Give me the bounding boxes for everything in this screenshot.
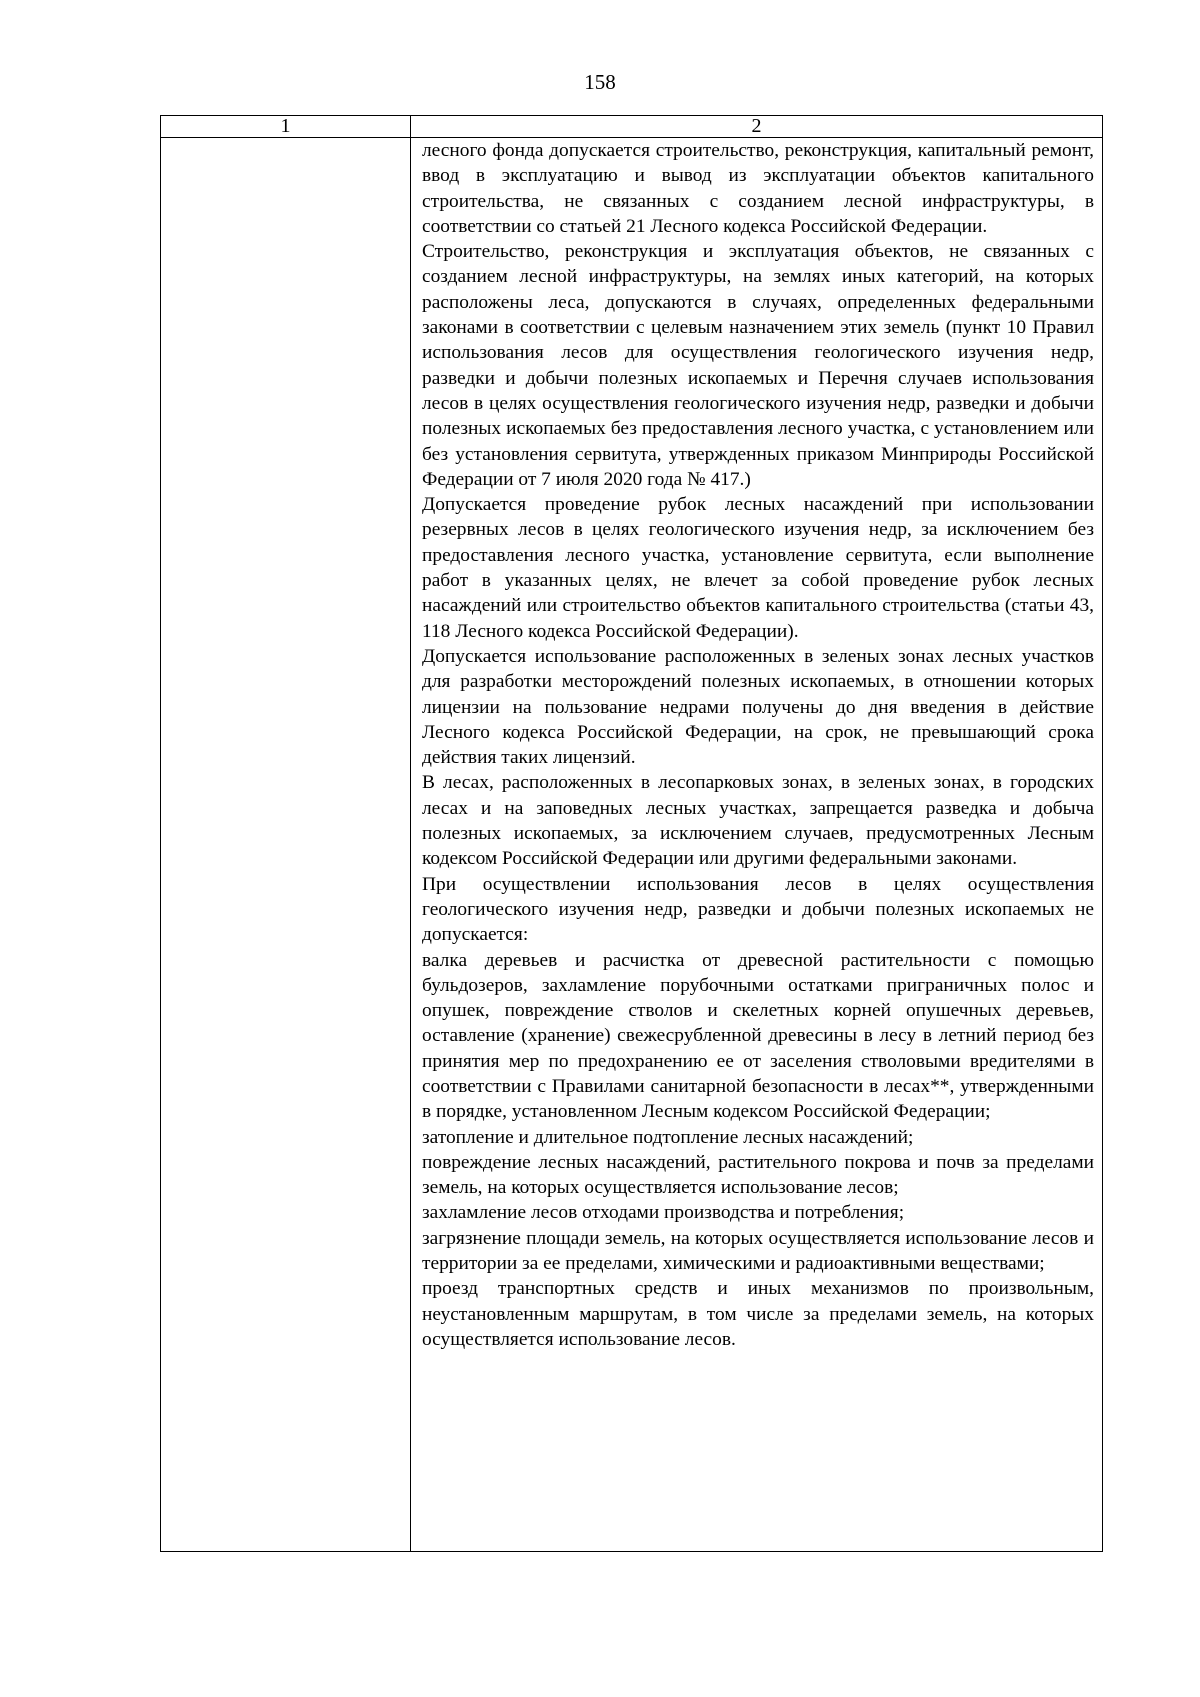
table-body-row xyxy=(161,138,1103,1552)
list-item: проезд транспортных средств и иных механизмов по произвольным, неустановленным маршрутам, в том числе за пределами земель, на которых осуществляется использование лесов. xyxy=(422,1278,1094,1350)
paragraph: При осуществлении использования лесов в целях осуществления геологического изучения недр, разведки и добычи полезных ископаемых не допускается: xyxy=(422,873,1094,946)
page-number: 158 xyxy=(584,70,616,94)
list-item: повреждение лесных насаждений, растительного покрова и почв за пределами земель, на которых осуществляется использование лесов; xyxy=(422,1151,1094,1199)
list-item: загрязнение площади земель, на которых осуществляется использование лесов и территории за ее пределами, химическими и радиоактивными веществами; xyxy=(422,1227,1094,1275)
paragraph: Допускается использование расположенных в зеленых зонах лесных участков для разработки месторождений полезных ископаемых, в отношении которых лицензии на пользование недрами получены до дня введения в действие Лесного кодекса Российской Федерации, на срок, не превышающий срока действия таких лицензий. xyxy=(422,645,1094,769)
paragraph: В лесах, расположенных в лесопарковых зонах, в зеленых зонах, в городских лесах и на заповедных лесных участках, запрещается разведка и добыча полезных ископаемых, за исключением случаев, предусмотренных Лесным кодексом Российской Федерации или другими федеральными законами. xyxy=(422,772,1094,870)
table-header-row xyxy=(161,116,1103,138)
paragraph: Строительство, реконструкция и эксплуатация объектов, не связанных с созданием лесной инфраструктуры, на землях иных категорий, на которых расположены леса, допускаются в случаях, определенных федеральными законами в соответствии с целевым назначением этих земель (пункт 10 Правил использования лесов для осуществления геологического изучения недр, разведки и добычи полезных ископаемых и Перечня случаев использования лесов в целях осуществления геологического изучения недр, разведки и добычи полезных ископаемых без предоставления лесного участка, с установлением или без установления сервитута, утвержденных приказом Минприроды Российской Федерации от 7 июля 2020 года № 417.) xyxy=(422,241,1094,490)
paragraph: лесного фонда допускается строительство, реконструкция, капитальный ремонт, ввод в эксплуатацию и вывод из эксплуатации объектов капитального строительства, не связанных с созданием лесной инфраструктуры, в соответствии со статьей 21 Лесного кодекса Российской Федерации. xyxy=(422,140,1094,237)
document-table xyxy=(160,115,1103,1552)
cell-text-content xyxy=(411,138,1102,1352)
column-2-cell xyxy=(411,138,1103,1552)
list-item: затопление и длительное подтопление лесных насаждений; xyxy=(422,1126,914,1148)
column-1-cell xyxy=(161,138,411,1552)
list-item: захламление лесов отходами производства и потребления; xyxy=(422,1202,905,1224)
paragraph: Допускается проведение рубок лесных насаждений при использовании резервных лесов в целях геологического изучения недр, за исключением без предоставления лесного участка, установление сервитута, если выполнение работ в указанных целях, не влечет за собой проведение рубок лесных насаждений или строительство объектов капитального строительства (статьи 43, 118 Лесного кодекса Российской Федерации). xyxy=(422,494,1094,642)
column-2-header: 2 xyxy=(411,116,1103,138)
column-1-header: 1 xyxy=(161,116,411,138)
list-item: валка деревьев и расчистка от древесной растительности с помощью бульдозеров, захламление порубочными остатками приграничных полос и опушек, повреждение стволов и скелетных корней опушечных деревьев, оставление (хранение) свежесрубленной древесины в лесу в летний период без принятия мер по предохранению ее от заселения стволовыми вредителями в соответствии с Правилами санитарной безопасности в лесах**, утвержденными в порядке, установленном Лесным кодексом Российской Федерации; xyxy=(422,949,1094,1123)
